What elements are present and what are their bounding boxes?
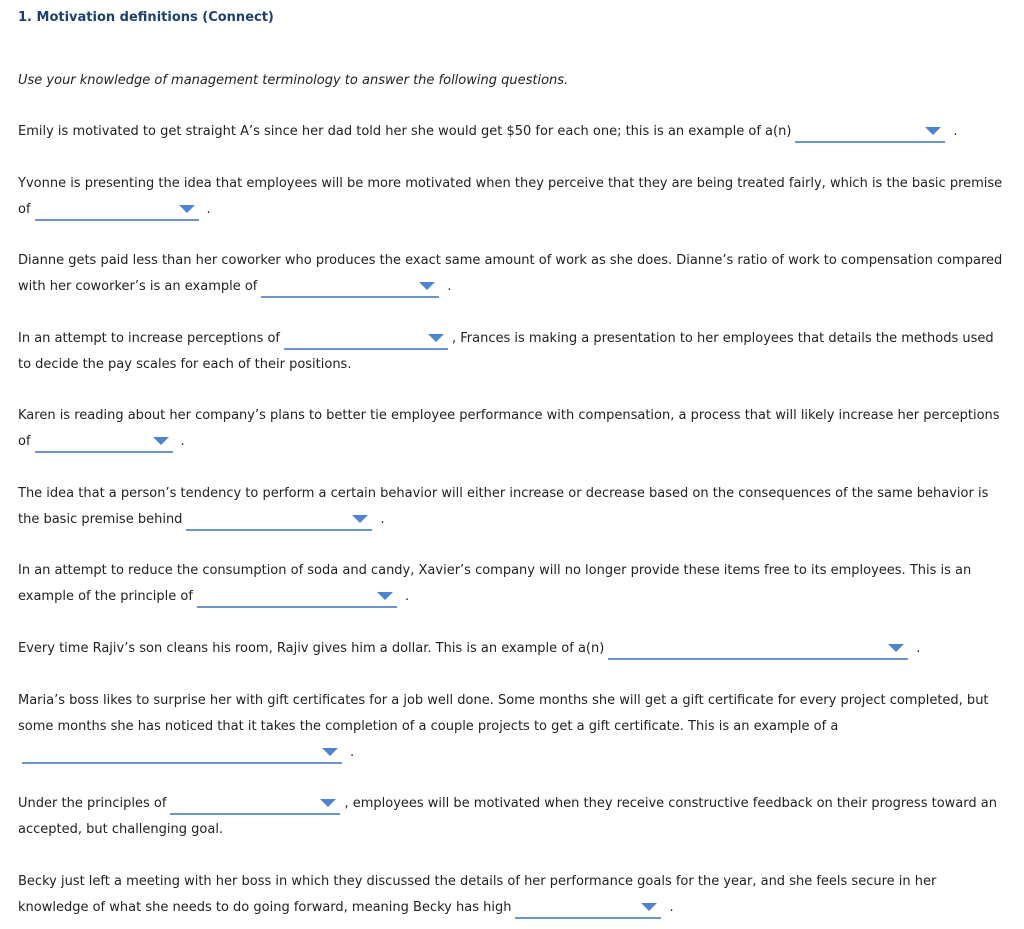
question-8 [18, 636, 1008, 662]
question-text: Karen is reading about her company’s plans to better tie employee performance with compensation, a process that will likely increase her perceptions of [18, 408, 1000, 449]
question-text-end: . [953, 124, 958, 139]
question-10 [18, 791, 1008, 843]
answer-dropdown-7[interactable] [197, 586, 397, 608]
chevron-down-icon [153, 437, 169, 445]
question-9 [18, 688, 1008, 766]
question-4 [18, 326, 1008, 378]
question-1 [18, 119, 1008, 145]
question-3 [18, 248, 1008, 300]
question-text: In an attempt to increase perceptions of [18, 331, 280, 346]
page-title: 1. Motivation definitions (Connect) [18, 10, 274, 25]
question-text: Yvonne is presenting the idea that employees will be more motivated when they perceive that they are being treated fairly, which is the basic premise of [18, 176, 1003, 217]
answer-dropdown-3[interactable] [261, 276, 439, 298]
question-text-end: , employees will be motivated when they receive constructive feedback on their progress toward an accepted, but challenging goal. [18, 796, 997, 837]
question-text-end: . [447, 279, 452, 294]
chevron-down-icon [377, 592, 393, 600]
question-text: Emily is motivated to get straight A’s since her dad told her she would get $50 for each one; this is an example of a(n) [18, 124, 792, 139]
answer-dropdown-9[interactable] [22, 742, 342, 764]
answer-dropdown-10[interactable] [170, 793, 340, 815]
answer-dropdown-11[interactable] [515, 897, 661, 919]
question-text: Every time Rajiv’s son cleans his room, Rajiv gives him a dollar. This is an example of a(n) [18, 641, 605, 656]
question-text-end: . [206, 202, 211, 217]
answer-dropdown-6[interactable] [186, 509, 372, 531]
instructions: Use your knowledge of management terminology to answer the following questions. [18, 73, 569, 88]
answer-dropdown-2[interactable] [35, 199, 199, 221]
chevron-down-icon [179, 205, 195, 213]
question-text-end: . [669, 900, 674, 915]
question-text-end: . [916, 641, 921, 656]
question-text-end: . [350, 745, 355, 760]
chevron-down-icon [641, 903, 657, 911]
chevron-down-icon [428, 334, 444, 342]
question-text-end: , Frances is making a presentation to her employees that details the methods used to decide the pay scales for each of their positions. [18, 331, 994, 372]
question-text: Dianne gets paid less than her coworker who produces the exact same amount of work as she does. Dianne’s ratio of work to compensation compared with her coworker’s is an example of [18, 253, 1003, 294]
answer-dropdown-5[interactable] [35, 431, 173, 453]
question-2 [18, 171, 1008, 223]
question-text: In an attempt to reduce the consumption of soda and candy, Xavier’s company will no longer provide these items free to its employees. This is an example of the principle of [18, 563, 972, 604]
question-11 [18, 869, 1008, 921]
question-text: Becky just left a meeting with her boss in which they discussed the details of her performance goals for the year, and she feels secure in her knowledge of what she needs to do going forward, meaning Becky has high [18, 874, 937, 915]
answer-dropdown-8[interactable] [608, 638, 908, 660]
chevron-down-icon [888, 644, 904, 652]
question-text: Maria’s boss likes to surprise her with gift certificates for a job well done. Some months she will get a gift certificate for every project completed, but some months she has noticed that it takes the completion of a couple projects to get a gift certificate. This is an example of a [18, 693, 989, 734]
chevron-down-icon [419, 282, 435, 290]
question-5 [18, 403, 1008, 455]
chevron-down-icon [925, 127, 941, 135]
question-text-end: . [380, 512, 385, 527]
answer-dropdown-4[interactable] [284, 328, 448, 350]
chevron-down-icon [322, 748, 338, 756]
chevron-down-icon [320, 799, 336, 807]
question-text: The idea that a person’s tendency to perform a certain behavior will either increase or decrease based on the consequences of the same behavior is the basic premise behind [18, 486, 989, 527]
question-6 [18, 481, 1008, 533]
question-7 [18, 558, 1008, 610]
chevron-down-icon [352, 515, 368, 523]
question-text-end: . [404, 589, 410, 604]
question-text: Under the principles of [18, 796, 167, 811]
answer-dropdown-1[interactable] [795, 121, 945, 143]
question-text-end: . [180, 434, 185, 449]
